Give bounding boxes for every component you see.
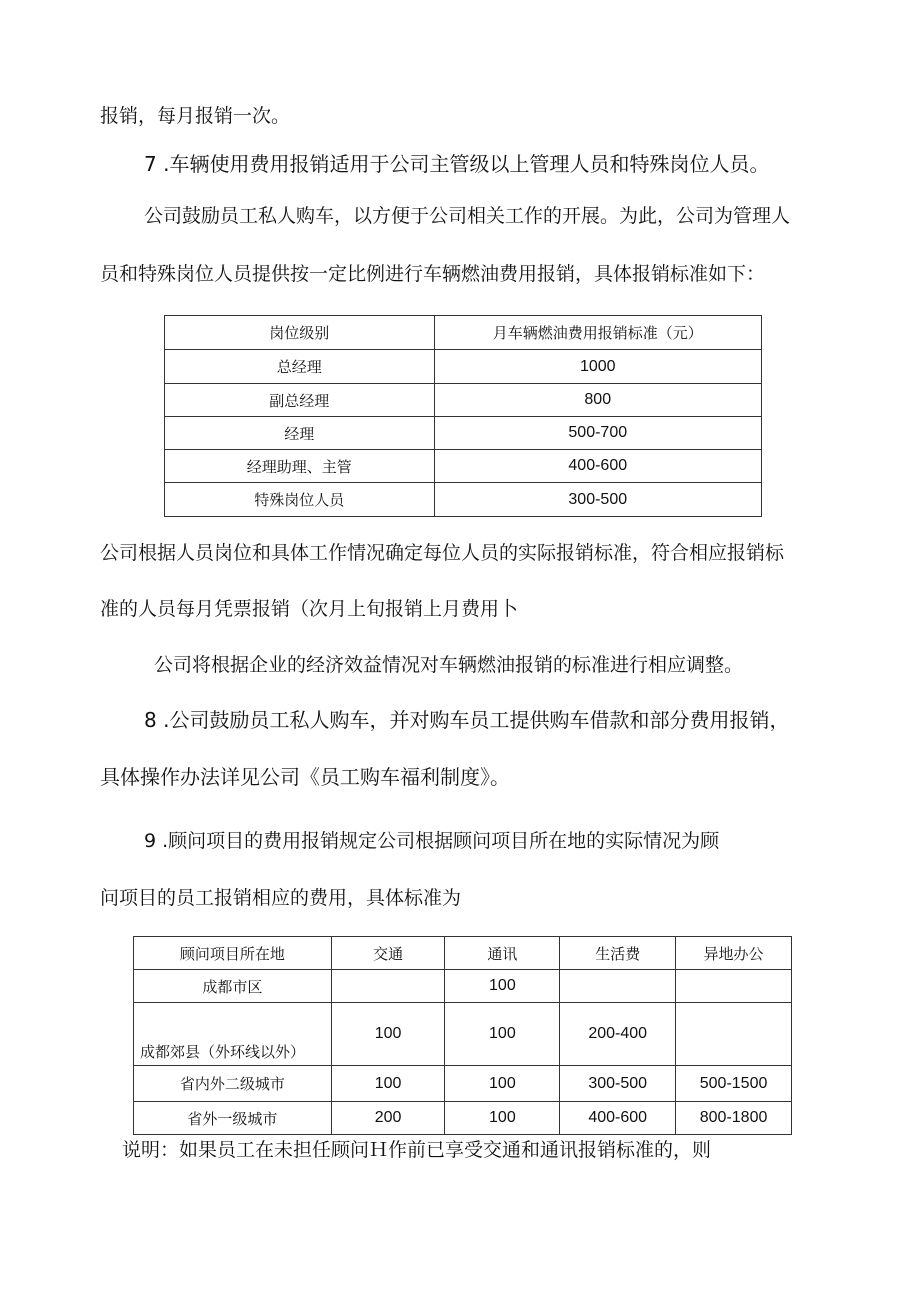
table-header-cell: 异地办公 <box>676 937 792 970</box>
table-cell: 400-600 <box>560 1102 676 1135</box>
item-text: .公司鼓励员工私人购车，并对购车员工提供购车借款和部分费用报销， <box>163 708 790 732</box>
table-cell <box>676 970 792 1003</box>
paragraph-line: 公司鼓励员工私人购车，以方便于公司相关工作的开展。为此，公司为管理人 <box>144 205 791 227</box>
table-header-cell: 岗位级别 <box>165 316 435 350</box>
table-cell: 1000 <box>434 350 761 384</box>
table-cell: 200 <box>331 1102 445 1135</box>
table-cell: 总经理 <box>165 350 435 384</box>
fuel-reimbursement-table <box>164 315 762 517</box>
table-cell <box>676 1003 792 1066</box>
paragraph-line: 公司根据人员岗位和具体工作情况确定每位人员的实际报销标准，符合相应报销标 <box>100 542 785 564</box>
paragraph-continuation: 报销，每月报销一次。 <box>100 105 291 127</box>
table-cell: 300-500 <box>434 483 761 517</box>
table-header-cell: 交通 <box>331 937 445 970</box>
paragraph-line: 员和特殊岗位人员提供按一定比例进行车辆燃油费用报销，具体报销标准如下： <box>100 263 766 285</box>
item-text: .车辆使用费用报销适用于公司主管级以上管理人员和特殊岗位人员。 <box>163 152 770 176</box>
item-number: 9 <box>144 830 157 852</box>
table-cell: 经理 <box>165 417 435 450</box>
table-cell: 300-500 <box>560 1066 676 1102</box>
table-cell: 100 <box>445 1066 560 1102</box>
table-cell: 成都市区 <box>134 970 332 1003</box>
table-cell: 100 <box>445 1003 560 1066</box>
table-cell: 特殊岗位人员 <box>165 483 435 517</box>
paragraph-item-8 <box>144 708 789 732</box>
table-cell: 副总经理 <box>165 384 435 417</box>
item-number: 8 <box>144 708 157 732</box>
paragraph-line: 准的人员每月凭票报销（次月上旬报销上月费用卜 <box>100 598 519 620</box>
table-cell: 100 <box>331 1066 445 1102</box>
paragraph-line: 公司将根据企业的经济效益情况对车辆燃油报销的标准进行相应调整。 <box>154 654 744 676</box>
table-cell: 成都郊县（外环线以外） <box>134 1003 332 1066</box>
paragraph-line: 问项目的员工报销相应的费用，具体标准为 <box>100 887 462 909</box>
table-header-cell: 月车辆燃油费用报销标准（元） <box>434 316 761 350</box>
table-cell: 800 <box>434 384 761 417</box>
table-cell: 100 <box>445 1102 560 1135</box>
table-header-cell: 顾问项目所在地 <box>134 937 332 970</box>
table-cell: 省外一级城市 <box>134 1102 332 1135</box>
table-cell: 500-700 <box>434 417 761 450</box>
table-cell <box>331 970 445 1003</box>
table-cell: 100 <box>445 970 560 1003</box>
table-cell: 省内外二级城市 <box>134 1066 332 1102</box>
paragraph-line: 具体操作办法详见公司《员工购车福利制度》。 <box>100 765 510 789</box>
table-cell: 500-1500 <box>676 1066 792 1102</box>
table-cell: 经理助理、主管 <box>165 450 435 483</box>
table-cell <box>560 970 676 1003</box>
item-text: .顾问项目的费用报销规定公司根据顾问项目所在地的实际情况为顾 <box>162 830 720 852</box>
consulting-expense-table <box>133 936 792 1135</box>
table-cell: 100 <box>331 1003 445 1066</box>
table-cell: 400-600 <box>434 450 761 483</box>
table-header-cell: 生活费 <box>560 937 676 970</box>
item-number: 7 <box>144 152 157 176</box>
note-line: 说明：如果员工在未担任顾问Ｈ作前已享受交通和通讯报销标准的，则 <box>122 1139 712 1161</box>
table-header-cell: 通讯 <box>445 937 560 970</box>
table-cell: 200-400 <box>560 1003 676 1066</box>
paragraph-item-9 <box>144 829 719 853</box>
table-cell: 800-1800 <box>676 1102 792 1135</box>
paragraph-item-7 <box>144 152 769 176</box>
